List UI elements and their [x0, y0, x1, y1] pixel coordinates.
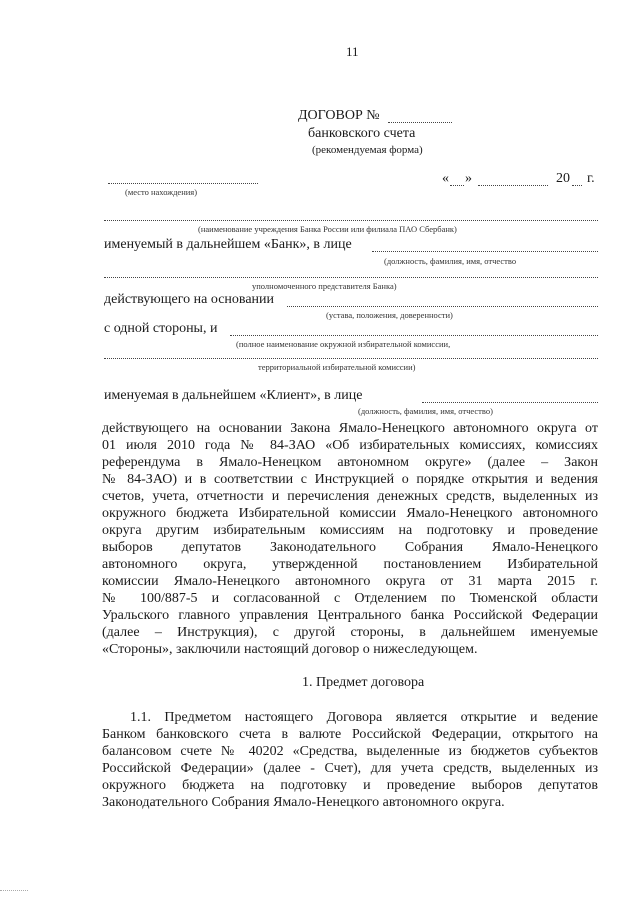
year-blank — [572, 185, 582, 186]
section-line: балансовом счете № 40202 «Средства, выделенные из бюджетов субъектов — [102, 744, 598, 759]
date-open-quote: « — [442, 171, 449, 186]
body-line: автономного округа, утвержденной постановлением Избирательной — [102, 557, 598, 572]
body-line: счетов, учета, отчетности и перечисления денежных средств, выделенных из — [102, 489, 598, 504]
commission-full-caption: (полное наименование окружной избирательной комиссии, — [236, 339, 451, 349]
commission-blank — [230, 335, 598, 336]
scan-mark — [0, 890, 28, 891]
section-heading: 1. Предмет договора — [302, 675, 425, 690]
bank-rep-blank-2 — [104, 277, 598, 278]
bank-position-caption: (должность, фамилия, имя, отчество — [384, 256, 517, 266]
page-number: 11 — [346, 44, 359, 59]
body-line: комиссии Ямало-Ненецкого автономного округа от 31 марта 2015 г. — [102, 574, 598, 589]
section-line: окружного бюджета на подготовку и проведение выборов депутатов — [102, 778, 598, 793]
body-line: (далее – Инструкция), с другой стороны, в дальнейшем именуемые — [102, 625, 598, 640]
one-side-label: с одной стороны, и — [104, 321, 218, 336]
commission-territorial-caption: территориальной избирательной комиссии) — [258, 362, 416, 372]
year-suffix: г. — [587, 171, 595, 186]
body-line: выборов депутатов Законодательного Собрания Ямало-Ненецкого — [102, 540, 598, 555]
client-position-caption: (должность, фамилия, имя, отчество) — [358, 406, 493, 416]
section-line: Банком банковского счета в валюте Российской Федерации, открытого на — [102, 727, 598, 742]
day-blank — [450, 185, 464, 186]
body-line: № 100/887-5 и согласованной с Отделением по Тюменской области — [102, 591, 598, 606]
bank-rep-blank — [372, 251, 598, 252]
body-line: округа другим избирательным комиссиям на подготовку и проведение — [102, 523, 598, 538]
basis-caption: (устава, положения, доверенности) — [326, 310, 453, 320]
client-named-label: именуемая в дальнейшем «Клиент», в лице — [104, 388, 363, 403]
acting-basis-label: действующего на основании — [104, 292, 275, 307]
section-line: Российской Федерации» (далее - Счет), для учета средств, выделенных из — [102, 761, 598, 776]
bank-name-blank — [104, 220, 598, 221]
month-blank — [478, 185, 548, 186]
contract-subtitle: банковского счета — [308, 126, 416, 141]
form-note: (рекомендуемая форма) — [312, 144, 423, 156]
contract-title: ДОГОВОР № — [298, 108, 380, 123]
body-line: действующего на основании Закона Ямало-Ненецкого автономного округа от — [102, 421, 598, 436]
year-prefix: 20 — [556, 171, 570, 186]
body-line: окружного бюджета Избирательной комиссии Ямало-Ненецкого автономного — [102, 506, 598, 521]
commission-blank-2 — [104, 358, 598, 359]
place-caption: (место нахождения) — [125, 187, 198, 197]
contract-number-blank — [388, 122, 452, 123]
bank-named-label: именуемый в дальнейшем «Банк», в лице — [104, 237, 352, 252]
section-line: 1.1. Предметом настоящего Договора является открытие и ведение — [130, 710, 598, 725]
section-line: Законодательного Собрания Ямало-Ненецкого автономного округа. — [102, 795, 505, 810]
date-close-quote: » — [465, 171, 472, 186]
acting-basis-blank — [287, 306, 598, 307]
client-rep-blank — [422, 402, 598, 403]
body-line: «Стороны», заключили настоящий договор о нижеследующем. — [102, 642, 478, 657]
body-line: референдума в Ямало-Ненецком автономном округе» (далее – Закон — [102, 455, 598, 470]
place-blank — [108, 183, 258, 184]
authorized-rep-caption: уполномоченного представителя Банка) — [252, 281, 397, 291]
body-line: Уральского главного управления Центрального банка Российской Федерации — [102, 608, 598, 623]
body-line: № 84-ЗАО) и в соответствии с Инструкцией о порядке открытия и ведения — [102, 472, 598, 487]
body-line: 01 июля 2010 года № 84-ЗАО «Об избирательных комиссиях, комиссиях — [102, 438, 598, 453]
bank-name-caption: (наименование учреждения Банка России или филиала ПАО Сбербанк) — [198, 224, 457, 234]
